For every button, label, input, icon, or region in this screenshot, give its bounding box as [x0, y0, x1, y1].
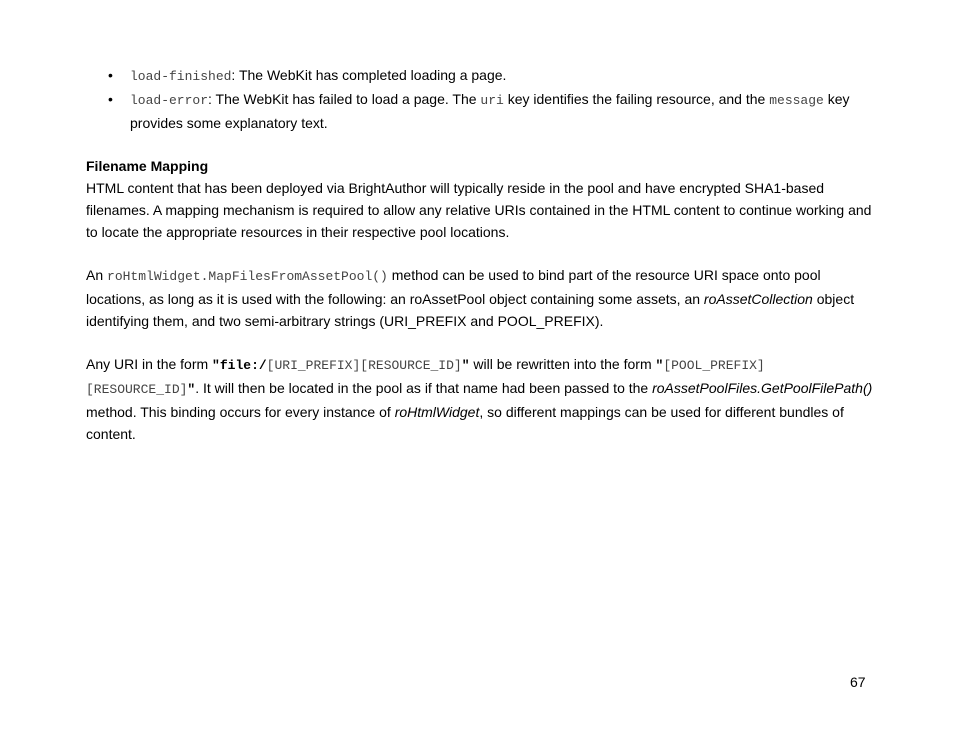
- paragraph-uri-rewrite: [86, 353, 876, 445]
- list-item: [86, 64, 876, 88]
- message-code: message: [769, 93, 824, 108]
- quote-mark: ": [461, 358, 470, 373]
- event-description: : The WebKit has completed loading a page.: [231, 67, 507, 83]
- text-run: Any URI in the form: [86, 356, 213, 372]
- event-description: : The WebKit has failed to load a page. The: [208, 91, 481, 107]
- text-run: , so different mappings can be used for different bundles of content.: [86, 404, 844, 442]
- quote-mark: ": [655, 358, 664, 373]
- page-number: 67: [850, 674, 866, 690]
- paragraph-intro: HTML content that has been deployed via BrightAuthor will typically reside in the pool and have encrypted SHA1-based filenames. A mapping mechanism is required to allow any relative URIs contained in the HTML content to continue working and to locate the appropriate resources in their respective pool locations.: [86, 180, 872, 240]
- event-description: key provides some explanatory text.: [130, 91, 850, 131]
- emphasis-text: roAssetCollection: [703, 291, 813, 307]
- emphasis-text: roAssetPoolFiles.GetPoolFilePath(): [652, 380, 873, 396]
- section-heading: Filename Mapping: [86, 158, 209, 174]
- uri-pattern-code: [URI_PREFIX][RESOURCE_ID]: [266, 358, 462, 373]
- method-code: roHtmlWidget.MapFilesFromAssetPool(): [107, 269, 388, 284]
- pool-pattern-code: [POOL_PREFIX][RESOURCE_ID]: [86, 358, 765, 397]
- quote-mark: ": [212, 358, 220, 373]
- event-code: load-finished: [130, 69, 232, 84]
- event-code: load-error: [130, 93, 209, 108]
- uri-code: uri: [480, 93, 504, 108]
- text-run: method. This binding occurs for every instance of: [86, 404, 395, 420]
- text-run: method can be used to bind part of the resource URI space onto pool locations, as long as it is used with the following: an roAssetPool object containing some assets, an: [86, 267, 821, 307]
- bullet-icon: •: [108, 91, 113, 107]
- text-run: An: [86, 267, 108, 283]
- event-description: key identifies the failing resource, and the: [503, 91, 770, 107]
- document-body: [86, 64, 876, 445]
- paragraph-method: [86, 264, 876, 332]
- quote-mark: ": [187, 382, 196, 397]
- text-run: object identifying them, and two semi-arbitrary strings (URI_PREFIX and POOL_PREFIX).: [86, 291, 855, 329]
- text-run: . It will then be located in the pool as if that name had been passed to the: [195, 380, 653, 396]
- emphasis-text: roHtmlWidget: [394, 404, 480, 420]
- event-list: [86, 64, 876, 134]
- bullet-icon: •: [108, 67, 113, 83]
- uri-scheme-code: file:/: [219, 358, 267, 373]
- text-run: will be rewritten into the form: [469, 356, 656, 372]
- list-item: [86, 88, 876, 134]
